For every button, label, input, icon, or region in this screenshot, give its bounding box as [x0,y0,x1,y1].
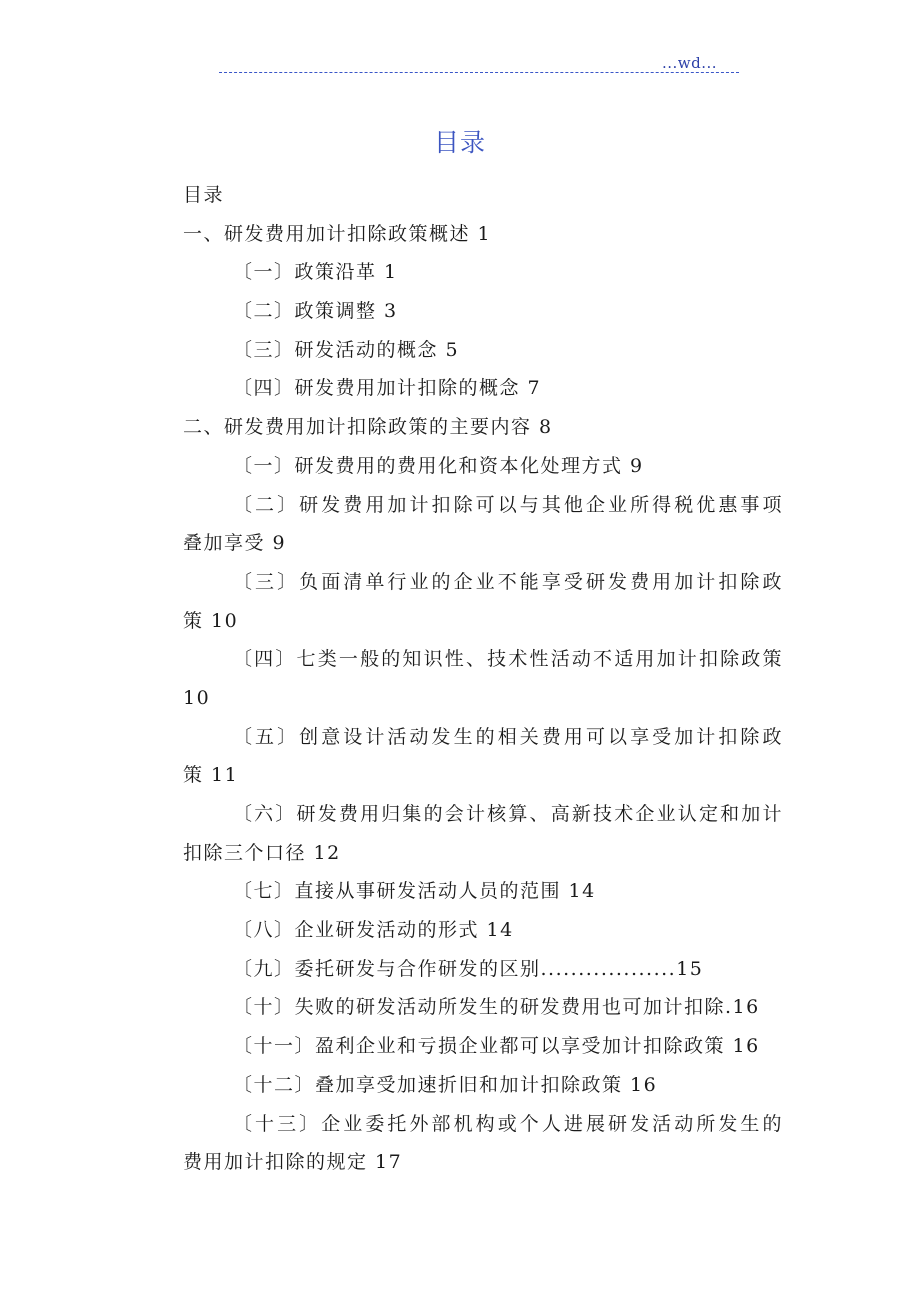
table-of-contents [183,176,783,1182]
header-rule [219,72,739,73]
toc-entry[interactable]: 〔四〕七类一般的知识性、技术性活动不适用加计扣除政策 [233,648,783,671]
toc-entry-continuation[interactable]: 叠加享受 9 [183,532,287,555]
toc-entry-continuation[interactable]: 策 10 [183,609,239,632]
toc-entry[interactable]: 〔八〕企业研发活动的形式 14 [233,919,514,942]
toc-entry[interactable]: 〔三〕研发活动的概念 5 [233,338,460,361]
toc-entry[interactable]: 〔十一〕盈利企业和亏损企业都可以享受加计扣除政策 16 [233,1035,760,1058]
toc-entry[interactable]: 〔十三〕企业委托外部机构或个人进展研发活动所发生的 [233,1112,783,1135]
toc-entry[interactable]: 〔六〕研发费用归集的会计核算、高新技术企业认定和加计 [233,803,783,825]
toc-entry[interactable]: 〔二〕研发费用加计扣除可以与其他企业所得税优惠事项 [233,493,783,516]
toc-entry[interactable]: 〔十〕失败的研发活动所发生的研发费用也可加计扣除.16 [233,996,760,1019]
toc-entry[interactable]: 〔一〕政策沿革 1 [233,261,398,284]
toc-entry-continuation[interactable]: 10 [183,686,211,709]
toc-entry[interactable]: 二、研发费用加计扣除政策的主要内容 8 [183,416,553,439]
toc-entry[interactable]: 〔一〕研发费用的费用化和资本化处理方式 9 [233,454,644,477]
toc-entry-continuation[interactable]: 策 11 [183,764,239,787]
toc-entry[interactable]: 〔九〕委托研发与合作研发的区别..................15 [233,957,704,980]
toc-entry-continuation[interactable]: 扣除三个口径 12 [183,841,341,864]
toc-entry[interactable]: 〔二〕政策调整 3 [233,300,398,323]
toc-entry[interactable]: 〔七〕直接从事研发活动人员的范围 14 [233,880,596,903]
toc-entry[interactable]: 〔三〕负面清单行业的企业不能享受研发费用加计扣除政 [233,570,783,593]
header-mark: ...wd... [662,54,718,72]
toc-entry[interactable]: 目录 [183,184,225,206]
toc-entry[interactable]: 〔四〕研发费用加计扣除的概念 7 [233,377,542,400]
toc-entry[interactable]: 〔十二〕叠加享受加速折旧和加计扣除政策 16 [233,1073,658,1096]
toc-entry[interactable]: 〔五〕创意设计活动发生的相关费用可以享受加计扣除政 [233,725,783,748]
page-title: 目录 [433,128,486,157]
toc-entry-continuation[interactable]: 费用加计扣除的规定 17 [183,1151,403,1174]
toc-entry[interactable]: 一、研发费用加计扣除政策概述 1 [183,222,492,245]
